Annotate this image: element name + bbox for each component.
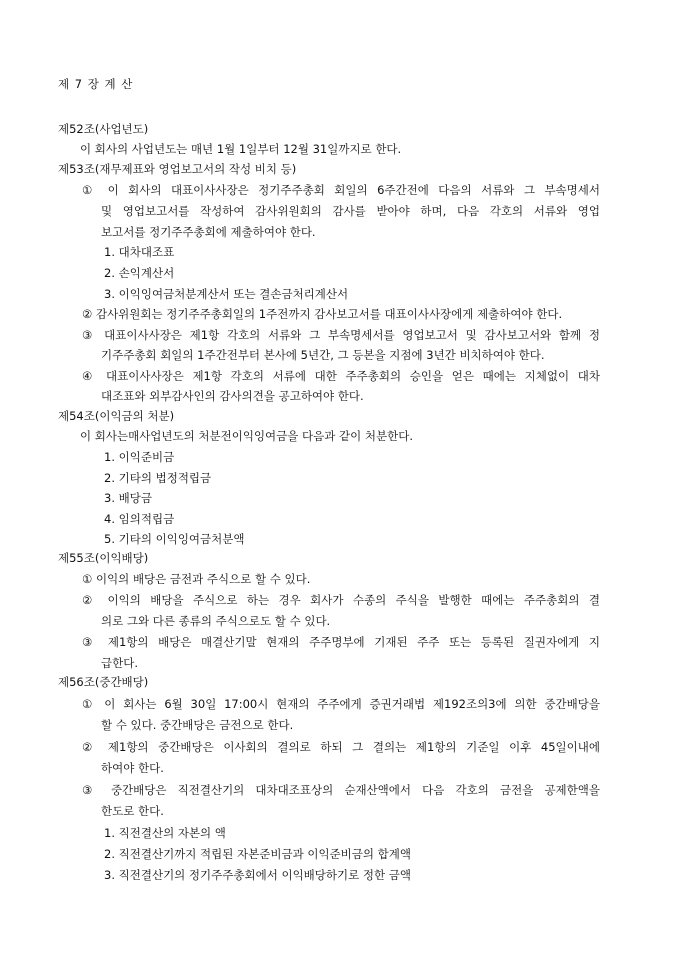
article-54-item-3: 3. 배당금	[104, 491, 152, 505]
article-54-body: 이 회사는매사업년도의 처분전이익잉여금을 다음과 같이 처분한다.	[80, 429, 413, 443]
article-54-item-5: 5. 기타의 이익잉여금처분액	[104, 532, 245, 546]
article-56-item-2: 2. 직전결산기까지 적립된 자본준비금과 이익준비금의 합계액	[104, 847, 411, 861]
article-56-para-3-line-1: ③ 중간배당은 직전결산기의 대차대조표상의 순재산액에서 다음 각호의 금전을 공제한액을	[82, 783, 600, 797]
article-52-body: 이 회사의 사업년도는 매년 1월 1일부터 12월 31일까지로 한다.	[80, 142, 402, 156]
article-54-item-4: 4. 임의적립금	[104, 512, 175, 526]
article-53-para-3-line-2: 기주주총회 회일의 1주간전부터 본사에 5년간, 그 등본을 지점에 3년간 비치하여야 한다.	[101, 348, 545, 362]
article-56-item-3: 3. 직전결산기의 정기주주총회에서 이익배당하기로 정한 금액	[104, 868, 411, 882]
article-53-item-2: 2. 손익계산서	[104, 266, 175, 280]
article-54-title: 제54조(이익금의 처분)	[58, 409, 175, 423]
article-56-para-2-line-2: 하여야 한다.	[101, 761, 164, 775]
article-53-para-1-line-1: ① 이 회사의 대표이사사장은 정기주주총회 회일의 6주간전에 다음의 서류와 그 부속명세서	[82, 183, 600, 197]
article-53-item-3: 3. 이익잉여금처분계산서 또는 결손금처리계산서	[104, 287, 349, 301]
article-52-title: 제52조(사업년도)	[58, 122, 149, 136]
article-54-item-2: 2. 기타의 법정적립금	[104, 471, 212, 485]
article-53-para-1-line-3: 보고서를 정기주주총회에 제출하여야 한다.	[101, 225, 316, 239]
article-53-title: 제53조(재무제표와 영업보고서의 작성 비치 등)	[58, 162, 297, 176]
article-56-para-2-line-1: ② 제1항의 중간배당은 이사회의 결의로 하되 그 결의는 제1항의 기준일 이후 45일이내에	[82, 740, 600, 754]
article-55-para-3-line-2: 급한다.	[101, 656, 138, 670]
article-56-para-1-line-1: ① 이 회사는 6월 30일 17:00시 현재의 주주에게 증권거래법 제192조의3에 의한 중간배당을	[82, 697, 600, 711]
article-56-para-1-line-2: 할 수 있다. 중간배당은 금전으로 한다.	[101, 718, 294, 732]
article-55-para-1: ① 이익의 배당은 금전과 주식으로 할 수 있다.	[82, 572, 311, 586]
article-56-item-1: 1. 직전결산의 자본의 액	[104, 826, 226, 840]
article-55-para-3-line-1: ③ 제1항의 배당은 매결산기말 현재의 주주명부에 기재된 주주 또는 등록된 질권자에게 지	[82, 635, 600, 649]
article-53-para-4-line-1: ④ 대표이사사장은 제1항 각호의 서류에 대한 주주총회의 승인을 얻은 때에는 지체없이 대차	[82, 369, 600, 383]
article-53-para-3-line-1: ③ 대표이사사장은 제1항 각호의 서류와 그 부속명세서를 영업보고서 및 감사보고서와 함께 정	[82, 328, 600, 342]
article-56-title: 제56조(중간배당)	[58, 675, 149, 689]
article-55-title: 제55조(이익배당)	[58, 551, 149, 565]
article-54-item-1: 1. 이익준비금	[104, 450, 175, 464]
article-53-para-1-line-2: 및 영업보고서를 작성하여 감사위원회의 감사를 받아야 하며, 다음 각호의 서류와 영업	[101, 204, 600, 218]
article-53-item-1: 1. 대차대조표	[104, 245, 175, 259]
article-53-para-2: ② 감사위원회는 정기주주총회일의 1주전까지 감사보고서를 대표이사사장에게 제출하여야 한다.	[82, 307, 563, 321]
article-56-para-3-line-2: 한도로 한다.	[101, 804, 164, 818]
chapter-heading: 제 7 장 계 산	[58, 77, 134, 91]
article-55-para-2-line-2: 의로 그와 다른 종류의 주식으로도 할 수 있다.	[101, 614, 331, 628]
article-55-para-2-line-1: ② 이익의 배당을 주식으로 하는 경우 회사가 수종의 주식을 발행한 때에는 주주총회의 결	[82, 593, 600, 607]
article-53-para-4-line-2: 대조표와 외부감사인의 감사의견을 공고하여야 한다.	[101, 389, 364, 403]
